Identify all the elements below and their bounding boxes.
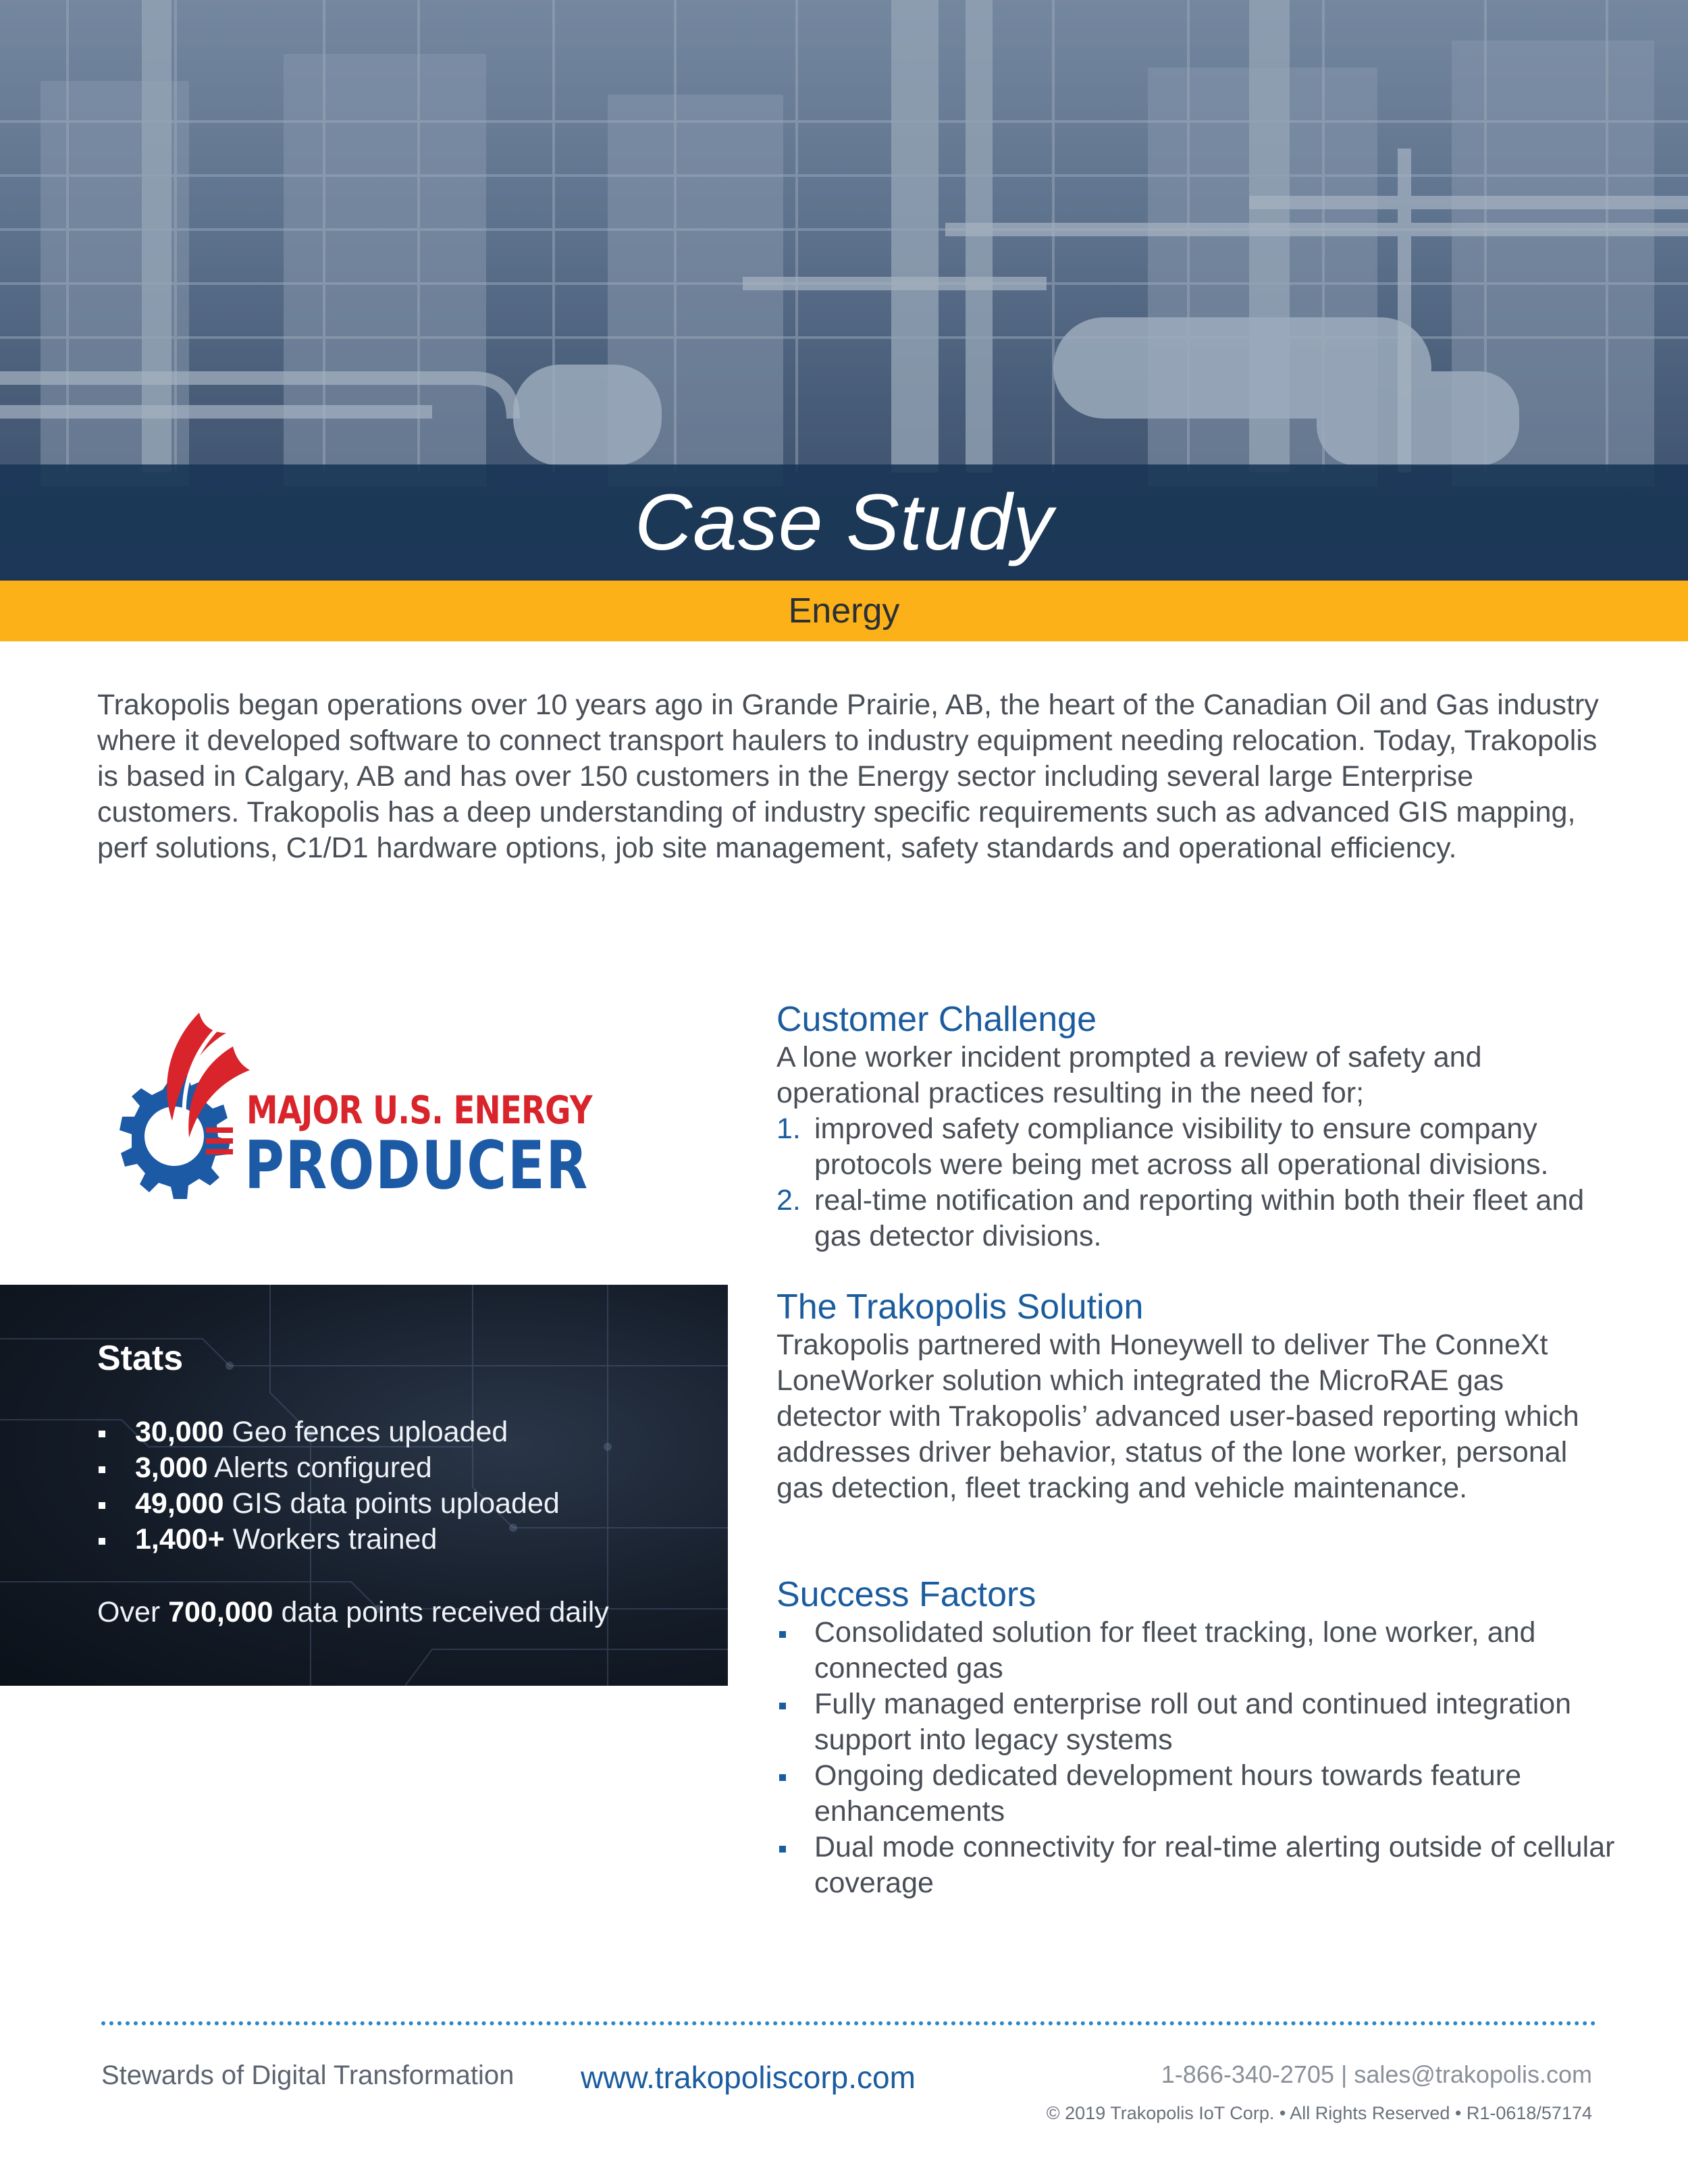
list-item: Fully managed enterprise roll out and continued integration support into legacy systems [776,1686,1620,1758]
stats-list [97,1414,560,1557]
footer-tagline: Stewards of Digital Transformation [101,2060,515,2090]
website-link[interactable]: www.trakopoliscorp.com [581,2060,916,2095]
page-title: Case Study [635,478,1053,567]
footer-contact: 1-866-340-2705 | sales@trakopolis.com [1161,2060,1592,2088]
challenge-heading: Customer Challenge [776,1000,1097,1039]
stats-item: 49,000 GIS data points uploaded [97,1486,560,1522]
list-item: Dual mode connectivity for real-time alerting outside of cellular coverage [776,1830,1620,1901]
challenge-text: A lone worker incident prompted a review of safety and operational practices resulting in the need for; [776,1041,1482,1109]
list-item: 1. improved safety compliance visibility to ensure company protocols were being met across all operational divisions. [776,1113,1549,1181]
success-list [776,1615,1620,1901]
stats-item: 3,000 Alerts configured [97,1450,560,1486]
stats-item: 1,400+ Workers trained [97,1522,560,1557]
logo-text-line1: MAJOR U.S. ENERGY [246,1088,592,1133]
stats-daily: Over 700,000 data points received daily [97,1596,609,1628]
intro-paragraph: Trakopolis began operations over 10 years ago in Grande Prairie, AB, the heart of the Canadian Oil and Gas industry where it developed software to connect transport haulers to industry equipment needing relocation. Today, Trakopolis is based in Calgary, AB and has over 150 customers in the Energy sector including several large Enterprise customers. Trakopolis has a deep understanding of industry specific requirements such as advanced GIS mapping, perf solutions, C1/D1 hardware options, job site management, safety standards and operational efficiency. [97,689,1599,864]
stats-heading: Stats [97,1339,184,1378]
solution-text: Trakopolis partnered with Honeywell to deliver The ConneXt LoneWorker solution which integrated the MicroRAE gas detector with Trakopolis’ advanced user-based reporting which addresses driver behavior, status of the lone worker, personal gas detection, fleet tracking and vehicle maintenance. [776,1329,1579,1504]
solution-heading: The Trakopolis Solution [776,1287,1144,1327]
list-item: Consolidated solution for fleet tracking, lone worker, and connected gas [776,1615,1620,1686]
challenge-list [776,1111,1620,1254]
sector-band [0,581,1688,641]
footer-divider [101,2021,1596,2025]
logo-text-line2: PRODUCER [244,1127,589,1204]
success-heading: Success Factors [776,1575,1036,1614]
sector-label: Energy [788,591,900,631]
stats-item: 30,000 Geo fences uploaded [97,1414,560,1450]
footer-copyright: © 2019 Trakopolis IoT Corp. • All Rights Reserved • R1-0618/57174 [1046,2103,1592,2123]
list-item: 2. real-time notification and reporting within both their fleet and gas detector divisions. [776,1184,1585,1252]
list-item: Ongoing dedicated development hours towards feature enhancements [776,1758,1620,1830]
